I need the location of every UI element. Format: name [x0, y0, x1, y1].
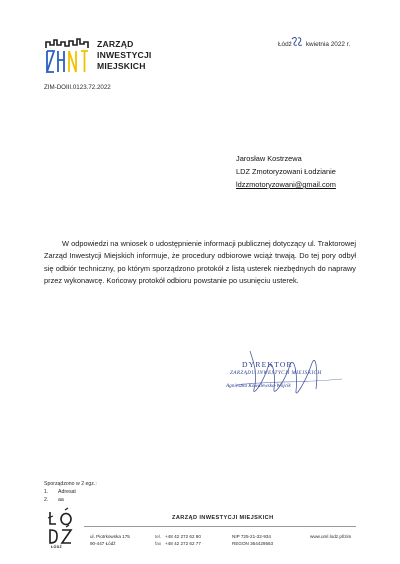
footer-logo-label: ŁÓDŹ — [51, 545, 62, 549]
logo-line-2: INWESTYCJI — [97, 50, 152, 60]
footer-web — [310, 533, 351, 540]
footer-registry — [232, 533, 273, 547]
zim-logo — [44, 38, 184, 78]
logo-line-3: MIEJSKICH — [97, 61, 146, 71]
footer-nip: NIP 725-21-32-934 — [232, 534, 271, 539]
signature-stamp — [214, 345, 354, 405]
footer-contact — [155, 533, 201, 547]
tel-label: tel. — [155, 534, 162, 539]
stamp-subtitle: ZARZĄDU INWESTYCJI MIEJSKICH — [230, 370, 322, 376]
date-prefix: Łódź — [278, 41, 292, 48]
lodz-city-logo-icon — [46, 506, 76, 550]
list-item-number: 1. — [44, 489, 49, 495]
footer-address — [90, 533, 130, 547]
logo-line-1: ZARZĄD — [97, 39, 134, 49]
addressee-block — [236, 152, 336, 191]
list-item-label: aa — [58, 497, 64, 503]
footer-org-name: ZARZĄD INWESTYCJI MIEJSKICH — [172, 515, 274, 521]
footer-city: 90-447 Łódź — [90, 541, 116, 546]
letter-date — [278, 41, 350, 48]
footer-fax: +48 42 272 62 77 — [165, 541, 201, 546]
footer-tel: +48 42 272 62 80 — [165, 534, 201, 539]
list-item — [44, 488, 97, 496]
footer-regon: REGON 364429563 — [232, 541, 274, 546]
list-item-label: Adresat — [58, 489, 76, 495]
handwritten-day-icon — [290, 35, 304, 49]
addressee-organization: LDZ Zmotoryzowani Łodzianie — [236, 167, 336, 176]
addressee-name: Jarosław Kostrzewa — [236, 154, 302, 163]
letter-body: W odpowiedzi na wniosek o udostępnienie informacji publicznej dotyczący ul. Traktorowej Zarząd Inwestycji Miejskich informuje, że procedury odbiorowe wciąż trwają. Do tej pory odbył się odbiór techniczny, po którym sporządzono protokół z listą usterek niezbędnych do naprawy przez wykonawcę. Końcowy protokół odbioru powstanie po usunięciu usterek. — [44, 239, 356, 286]
logo-org-name — [97, 39, 152, 72]
footer-website[interactable]: www.uml.lodz.pl/zim — [310, 534, 352, 539]
stamp-title: DYREKTOR — [242, 360, 293, 369]
footer-divider — [84, 526, 356, 527]
list-item — [44, 496, 97, 504]
reference-number: ZIM-DOIII.0123.72.2022 — [44, 84, 111, 91]
date-suffix: kwietnia 2022 r. — [305, 41, 351, 48]
city-skyline-icon — [44, 38, 94, 74]
footer-street: ul. Piotrkowska 175 — [90, 534, 130, 539]
list-item-number: 2. — [44, 497, 49, 503]
stamp-name: Agnieszka Kowalewska-Wójcik — [226, 383, 291, 389]
fax-label: fax — [155, 541, 162, 546]
distribution-list — [44, 480, 97, 504]
addressee-email[interactable]: ldzzmotoryzowani@gmail.com — [236, 180, 336, 189]
distribution-heading: Sporządzono w 2 egz.: — [44, 481, 97, 487]
